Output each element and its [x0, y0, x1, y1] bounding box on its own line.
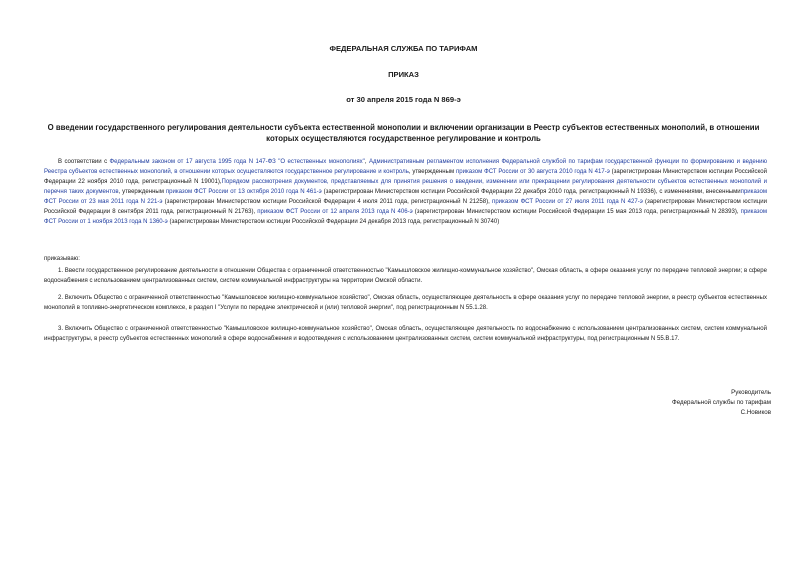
order-461-link[interactable]: приказом ФСТ России от 13 октября 2010 года N 461-э	[165, 189, 322, 195]
orders-label: приказываю:	[44, 256, 80, 262]
preamble-text: (зарегистрирован Министерством юстиции Российской Федерации 15 мая 2013 года, регистрационный N 28393),	[412, 209, 741, 215]
item-paragraph-2	[44, 293, 767, 313]
item-text: 1. Ввести государственное регулирование деятельности в отношении Общества с ограниченной ответственностью "Камышловское жилищно-коммунальное хозяйство", Омская область, в сфере оказания услуг по передаче тепловой энергии; в сфере водоснабжения с использованием централизованных систем, систем коммунальной инфраструктуры на территории Омской области.	[44, 268, 767, 284]
signature-agency: Федеральной службы по тарифам	[672, 399, 771, 406]
doc-type-heading: ПРИКАЗ	[388, 70, 419, 79]
preamble-text: (зарегистрирован Министерством юстиции Российской Федерации 24 декабря 2013 года, регистрационный N 30740)	[167, 219, 500, 225]
date-number-heading: от 30 апреля 2015 года N 869-э	[346, 95, 461, 104]
preamble-text: В соответствии с	[58, 159, 110, 165]
signature-name: С.Новиков	[740, 409, 771, 416]
order-427-link[interactable]: приказом ФСТ России от 27 июля 2011 года N 427-э	[492, 199, 643, 205]
law-link[interactable]: Федеральным законом от 17 августа 1995 года N 147-ФЗ "О естественных монополиях"	[109, 159, 365, 165]
preamble-text: , утвержденным	[408, 169, 456, 175]
document-title: О введении государственного регулирования деятельности субъекта естественной монополии и включении организации в Реестр субъектов естественных монополий, в отношении которых осуществляются государственное регулирование и контроль	[47, 123, 760, 143]
signature-position: Руководитель	[731, 389, 771, 396]
item-text: 2. Включить Общество с ограниченной ответственностью "Камышловское жилищно-коммунальное хозяйство", Омская область, осуществляющее деятельность в сфере оказания услуг по передаче тепловой энергии, в реестр субъектов естественных монополий в топливно-энергетическом комплексе, в раздел I "Услуги по передаче электрической и (или) тепловой энергии", под регистрационным N 55.1.28.	[44, 295, 767, 311]
item-text: 3. Включить Общество с ограниченной ответственностью "Камышловское жилищно-коммунальное хозяйство", Омская область, осуществляющее деятельность по водоснабжению с использованием централизованных систем, систем коммунальной инфраструктуры, в реестр субъектов естественных монополий в сфере водоснабжения и водоотведения с использованием централизованных систем, систем коммунальной инфраструктуры, под регистрационным N 55.В.17.	[44, 326, 767, 342]
agency-heading: ФЕДЕРАЛЬНАЯ СЛУЖБА ПО ТАРИФАМ	[329, 44, 478, 53]
preamble-text: (зарегистрирован Министерством юстиции Российской Федерации 22 декабря 2010 года, регистрационный N 19336), с изменениями, внесенными	[321, 189, 741, 195]
preamble-paragraph	[44, 157, 767, 227]
preamble-text: ,	[364, 159, 369, 165]
item-paragraph-3	[44, 324, 767, 344]
order-221-link[interactable]: приказом ФСТ России от 23 мая 2011 года N 221-э	[44, 189, 767, 205]
preamble-text: (зарегистрирован Министерством юстиции Российской Федерации 4 июля 2011 года, регистрационный N 21258),	[162, 199, 493, 205]
item-paragraph-1	[44, 266, 767, 286]
order-406-link[interactable]: приказом ФСТ России от 12 апреля 2013 года N 406-э	[257, 209, 413, 215]
preamble-text: (зарегистрирован Министерством юстиции Российской Федерации 8 сентября 2011 года, регистрационный N 21763),	[44, 199, 767, 215]
order-1360-link[interactable]: приказом ФСТ России от 1 ноября 2013 года N 1360-э	[44, 209, 767, 225]
procedure-link[interactable]: Порядком рассмотрения документов, представляемых для принятия решения о введении, изменении или прекращении регулирования деятельности субъектов естественных монополий и перечня таких документов	[44, 179, 768, 195]
preamble-text: , утвержденным	[118, 189, 166, 195]
regulation-link[interactable]: Административным регламентом исполнения Федеральной службой по тарифам государственной функции по формированию и ведению Реестра субъектов естественных монополий, в отношении которых осуществляются государственное регулирование и контроль	[44, 159, 767, 175]
order-417-link[interactable]: приказом ФСТ России от 30 августа 2010 года N 417-э	[455, 169, 610, 175]
preamble-text: (зарегистрирован Министерством юстиции Российской Федерации 22 ноября 2010 года, регистрационный N 19001),	[44, 169, 768, 185]
